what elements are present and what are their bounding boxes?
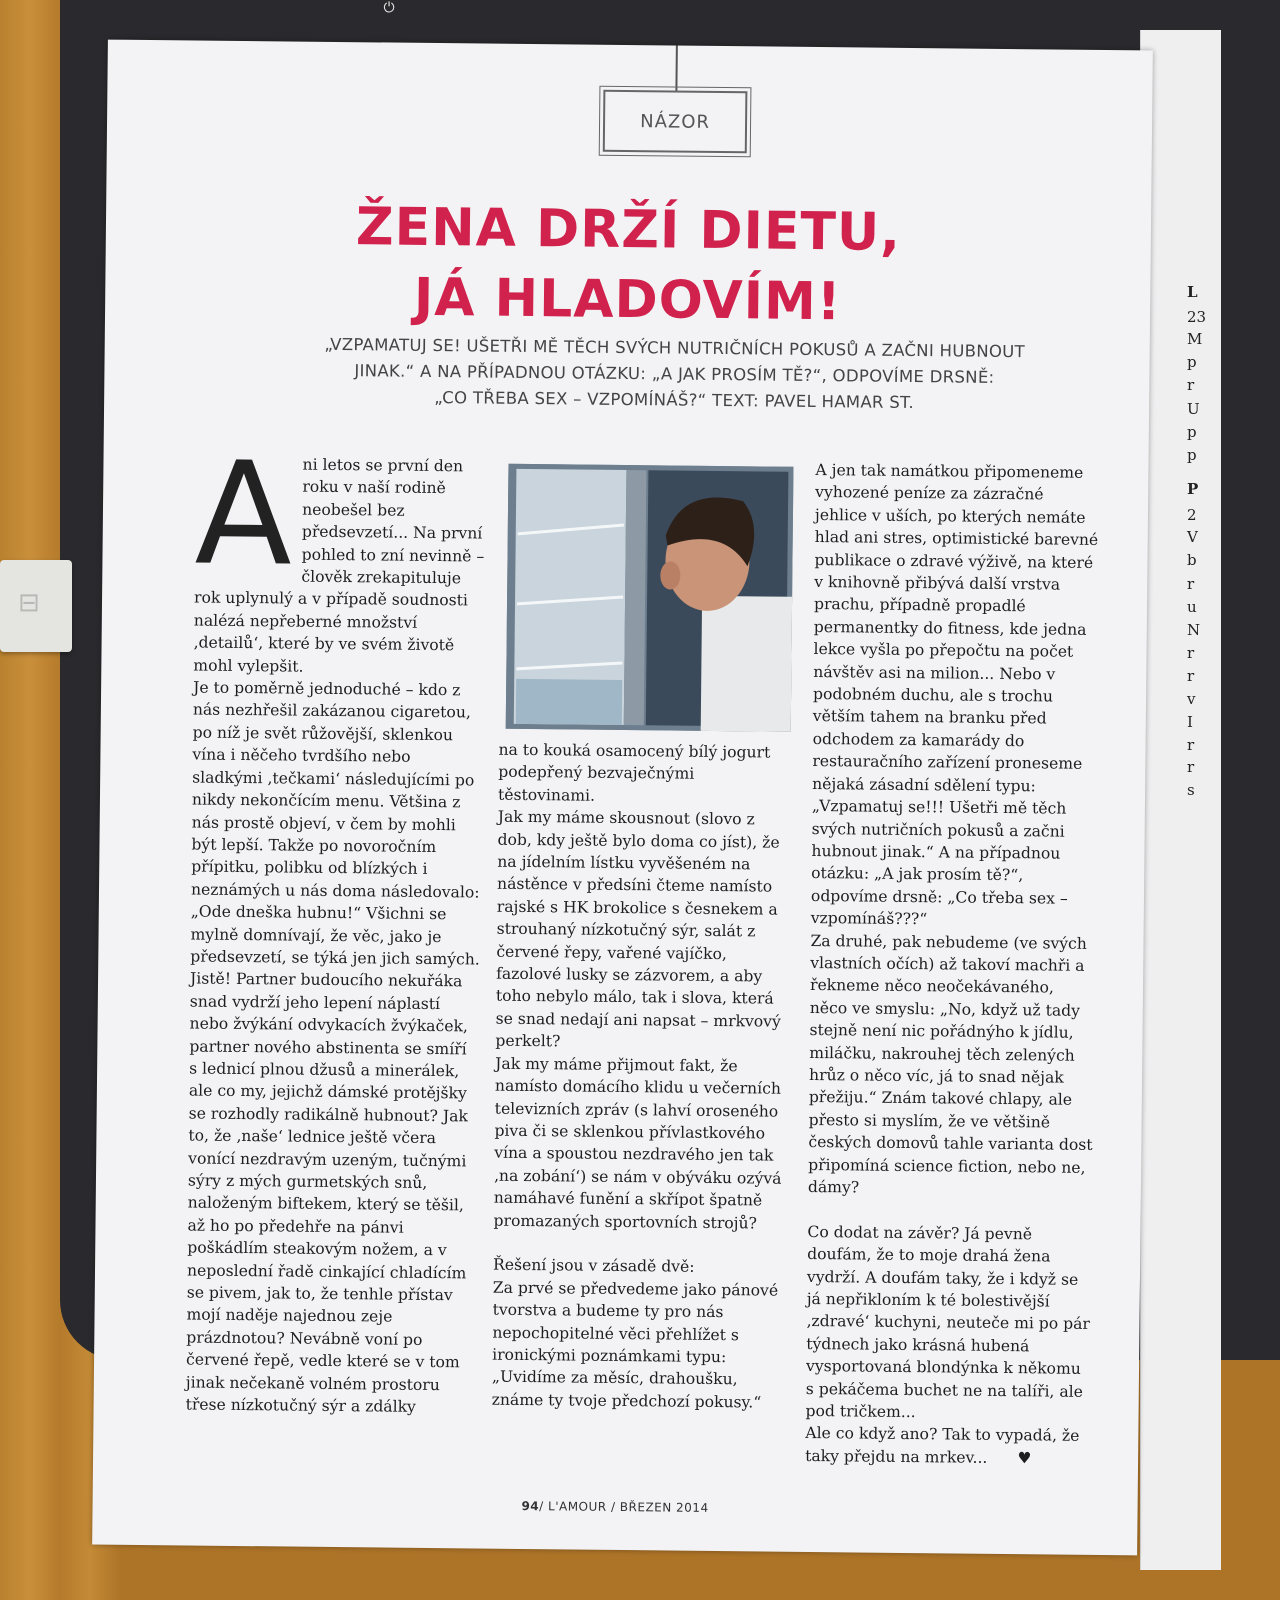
headline	[105, 190, 1151, 341]
paragraph-spacer	[493, 1232, 788, 1257]
paragraph: Za druhé, pak nebudeme (ve svých vlastních očích) až takoví machři a řekneme něco neočekávaného, něco ve smyslu: „No, když už tady stejně není nic pořádnýho k jídlu, miláčku, nakrouhej těch zelených hrůz o něco víc, já to snad nějak přežiju.“ Znám takové chlapy, ale přesto si myslím, že ve většině českých domovů tahle varianta dost připomíná science fiction, nebo ne, dámy?	[807, 931, 1093, 1197]
edge-letter: V	[1187, 528, 1198, 546]
article-photo	[506, 464, 794, 732]
edge-letter: N	[1187, 621, 1201, 639]
edge-letter: r	[1187, 376, 1195, 394]
paragraph: Co dodat na závěr? Já pevně doufám, že to moje drahá žena vydrží. A doufám taky, že i když se já nepřikloním k té bolestivější ‚zdravé‘ kuchyni, neuteče mi po pár týdnech jako krásná hubená vysportovaná blondýnka k někomu s pekáčema buchet ne na talíři, ale pod tričkem...	[805, 1222, 1091, 1422]
man-looking-in-fridge-photo	[506, 464, 794, 732]
paragraph: A jen tak namátkou připomeneme vyhozené peníze za zázračné jehlice v uších, po kterých nemáte hlad ani stres, optimistické barevné publikace o zdravé výživě, na které v knihovně přibývá další vrstva prachu, případně propadlé permanentky do fitness, kde jedna lekce vyšla po přepočtu na počet návštěv asi na milion... Nebo v podobném duchu, ale s trochu větším tahem na branku před odchodem za kamarády do restauračního zařízení proneseme nějaká zásadní sdělení typu: „Vzpamatuj se!!! Ušetři mě těch svých nutričních pokusů a začni hubnout jinak.“ A na případnou otázku: „A jak prosím tě?“, odpovíme drsně: „Co třeba sex – vzpomínáš???“	[810, 461, 1099, 929]
subhead	[284, 331, 1065, 417]
paragraph-text: Ale co když ano? Tak to vypadá, že taky přejdu na mrkev...	[805, 1424, 1080, 1467]
paragraph-spacer	[808, 1198, 1093, 1223]
hang-line	[675, 46, 677, 91]
edge-letter: p	[1187, 353, 1197, 371]
usb-connector	[0, 560, 72, 652]
article-column-3	[805, 459, 1101, 1470]
edge-letter: I	[1187, 713, 1193, 731]
subhead-line-3: „CO TŘEBA SEX – VZPOMÍNÁŠ?“ TEXT: PAVEL HAMAR ST.	[434, 388, 915, 413]
edge-letter: 2	[1187, 506, 1197, 524]
page-footer	[93, 1494, 1138, 1519]
section-label: NÁZOR	[603, 90, 748, 154]
paragraph: Jak my máme přijmout fakt, že namísto domácího klidu u večerních televizních zpráv (s lahví oroseného piva či se sklenkou přívlastkového vína a spoustou nezdravého jen tak ‚na zobání‘) se nám v obýváku ozývá namáhavé funění a skřípot špatně promazaných sportovních strojů?	[493, 1054, 782, 1232]
edge-letter: r	[1187, 736, 1195, 754]
edge-letter: 23	[1187, 308, 1207, 326]
headline-line-2: JÁ HLADOVÍM!	[413, 267, 842, 333]
edge-letter: U	[1187, 400, 1200, 418]
edge-letter: b	[1187, 551, 1197, 569]
edge-letter: L	[1187, 283, 1198, 301]
edge-letter: p	[1187, 423, 1197, 441]
edge-letter: M	[1187, 330, 1203, 348]
edge-letter: u	[1187, 598, 1197, 616]
subhead-line-2: JINAK.“ A NA PŘÍPADNOU OTÁZKU: „A JAK PROSÍM TĚ?“, ODPOVÍME DRSNĚ:	[354, 361, 995, 387]
article-column-1	[185, 431, 486, 1419]
paragraph: ni letos se první den roku v naší rodině neobešel bez předsevzetí... Na první pohled to zní nevinně – člověk zrekapituluje rok uplynulý a v případě soudnosti nalézá nepřeberné množství ‚detailů‘, které by ve svém životě mohl vylepšit.	[193, 455, 485, 676]
magazine-page	[92, 40, 1153, 1556]
edge-letter: P	[1187, 480, 1199, 498]
headline-line-1: ŽENA DRŽÍ DIETU,	[355, 197, 902, 263]
edge-letter: r	[1187, 575, 1195, 593]
edge-letter: s	[1187, 781, 1195, 799]
paragraph-last	[805, 1422, 1090, 1470]
usb-icon: ⊟	[18, 588, 40, 618]
article-column-2	[492, 739, 794, 1414]
paragraph: na to kouká osamocený bílý jogurt podepřený bezvaječnými těstovinami.	[497, 740, 771, 805]
heart-icon: ♥	[1017, 1449, 1032, 1468]
page-number: 94	[521, 1498, 540, 1514]
magazine-issue: / L'AMOUR / BŘEZEN 2014	[539, 1499, 709, 1515]
edge-letter: r	[1187, 644, 1195, 662]
edge-letter: p	[1187, 446, 1197, 464]
paragraph: Je to poměrně jednoduché – kdo z nás nezhřešil zakázanou cigaretou, po níž je svět růžovější, sklenkou vína i něčeho tvrdšího nebo sladkými ‚tečkami‘ následujícími po nikdy nekončícím menu. Většina z nás prostě objeví, v čem by mohli být lepší. Takže po novoročním přípitku, polibku od blízkých i neznámých u nás doma následovalo: „Ode dneška hubnu!“ Všichni se mylně domnívají, že věc, jako je předsevzetí, se týká jen jich samých. Jistě! Partner budoucího nekuřáka snad vydrží jeho lepení náplastí nebo žvýkání odvykacích žvýkaček, partner nového abstinenta se smíří s lednicí plnou džusů a minerálek, ale co my, jejichž dámské protějšky se rozhodly radikálně hubnout? Jak to, že ‚naše‘ lednice ještě včera vonící nezdravým uzeným, tučnými sýry z mých gurmetských snů, naloženým biftekem, který se těšil, až ho po předehře na pánvi poškádlím steakovým nožem, a v neposlední řadě cinkající chladícím se pivem, jak to, že tenhle přístav mojí naděje najednou zeje prázdnotou? Nevábně voní po červené řepě, vedle které se v tom jinak nečekaně volném prostoru třese nízkotučný sýr a zdálky	[185, 678, 480, 1416]
drop-cap: A	[194, 431, 293, 598]
paragraph: Řešení jsou v zásadě dvě:	[493, 1256, 695, 1277]
paragraph: Jak my máme skousnout (slovo z dob, kdy ještě bylo doma co jíst), že na jídelním lístku vyvěšeném na nástěnce v předsíni čteme namísto rajské s HK brokolice s česnekem a strouhaný nízkotučný sýr, salát z červené řepy, vařené vajíčko, fazolové lusky se zázvorem, a aby toho nebylo málo, tak i slova, která se snad nedají ani napsat – mrkvový perkelt?	[495, 807, 781, 1051]
right-page	[1140, 30, 1221, 1570]
edge-letter: r	[1187, 758, 1195, 776]
edge-letter: v	[1187, 690, 1196, 708]
power-icon: ⏻	[383, 0, 395, 16]
edge-letter: r	[1187, 667, 1195, 685]
paragraph: Za prvé se předvedeme jako pánové tvorstva a budeme ty pro nás nepochopitelné věci přehlížet s ironickými poznámkami typu: „Uvidíme za měsíc, drahoušku, známe ty tvoje předchozí pokusy.“	[491, 1278, 779, 1412]
subhead-line-1: „VZPAMATUJ SE! UŠETŘI MĚ TĚCH SVÝCH NUTRIČNÍCH POKUSŮ A ZAČNI HUBNOUT	[324, 334, 1026, 362]
